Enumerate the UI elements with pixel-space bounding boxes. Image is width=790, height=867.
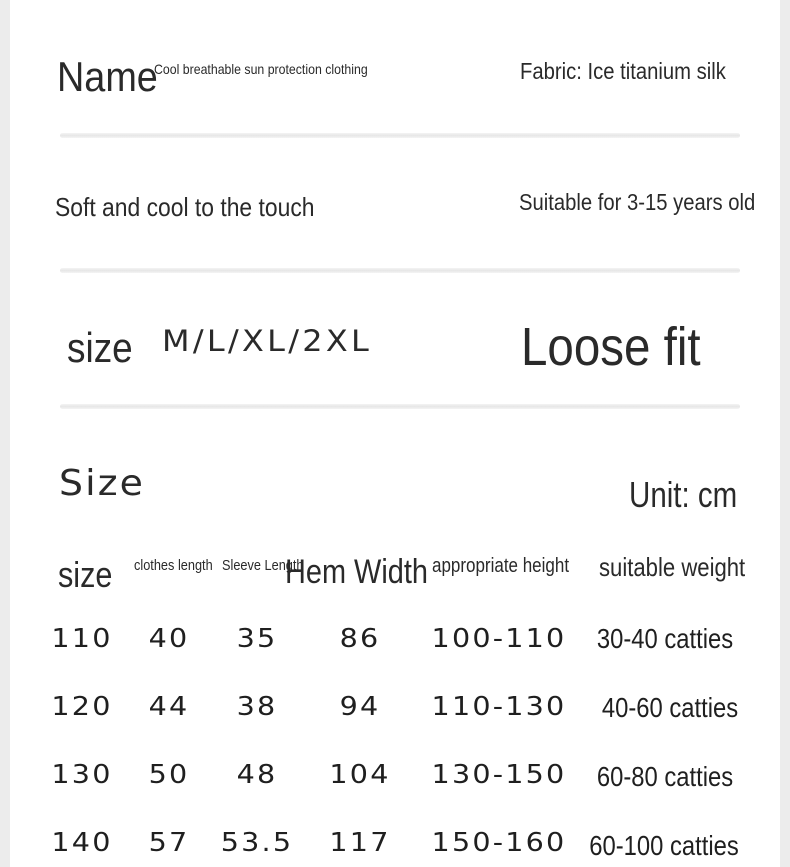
cell-hem-width: 117: [329, 828, 391, 858]
unit-text: Unit: cm: [629, 474, 738, 515]
cell-weight: 60-80 catties: [596, 761, 734, 792]
header-hem-width: Hem Width: [285, 553, 428, 591]
cell-sleeve-length: 48: [236, 760, 278, 790]
header-appropriate-height: appropriate height: [432, 555, 570, 577]
fit-text: Loose fit: [521, 317, 701, 377]
name-value: Cool breathable sun protection clothing: [154, 61, 368, 77]
divider-1: [60, 133, 740, 138]
feel-text: Soft and cool to the touch: [55, 192, 315, 222]
product-info-sheet: [10, 0, 780, 867]
fabric-text: Fabric: Ice titanium silk: [520, 58, 726, 84]
cell-height: 110-130: [431, 692, 567, 722]
cell-clothes-length: 57: [148, 828, 190, 858]
age-text: Suitable for 3-15 years old: [519, 189, 756, 215]
cell-hem-width: 94: [339, 692, 381, 722]
cell-size: 110: [51, 624, 113, 654]
cell-hem-width: 104: [329, 760, 391, 790]
cell-weight: 60-100 catties: [589, 830, 739, 861]
size-label: size: [67, 324, 133, 371]
header-sleeve-length: Sleeve Length: [222, 557, 304, 574]
header-size: size: [58, 554, 113, 595]
size-value: M/L/XL/2XL: [162, 324, 373, 358]
cell-height: 100-110: [431, 624, 567, 654]
name-label: Name: [57, 53, 158, 100]
divider-3: [60, 404, 740, 409]
header-clothes-length: clothes length: [134, 557, 213, 574]
cell-height: 150-160: [431, 828, 567, 858]
cell-clothes-length: 44: [148, 692, 190, 722]
cell-height: 130-150: [431, 760, 567, 790]
cell-sleeve-length: 38: [236, 692, 278, 722]
cell-size: 130: [51, 760, 113, 790]
cell-sleeve-length: 35: [236, 624, 278, 654]
cell-size: 120: [51, 692, 113, 722]
divider-2: [60, 268, 740, 273]
cell-size: 140: [51, 828, 113, 858]
header-suitable-weight: suitable weight: [599, 552, 746, 582]
cell-weight: 30-40 catties: [596, 623, 734, 654]
cell-clothes-length: 40: [148, 624, 190, 654]
cell-hem-width: 86: [339, 624, 381, 654]
cell-sleeve-length: 53.5: [220, 828, 294, 858]
cell-weight: 40-60 catties: [601, 692, 739, 723]
cell-clothes-length: 50: [148, 760, 190, 790]
size-chart-title: Size: [59, 463, 146, 504]
